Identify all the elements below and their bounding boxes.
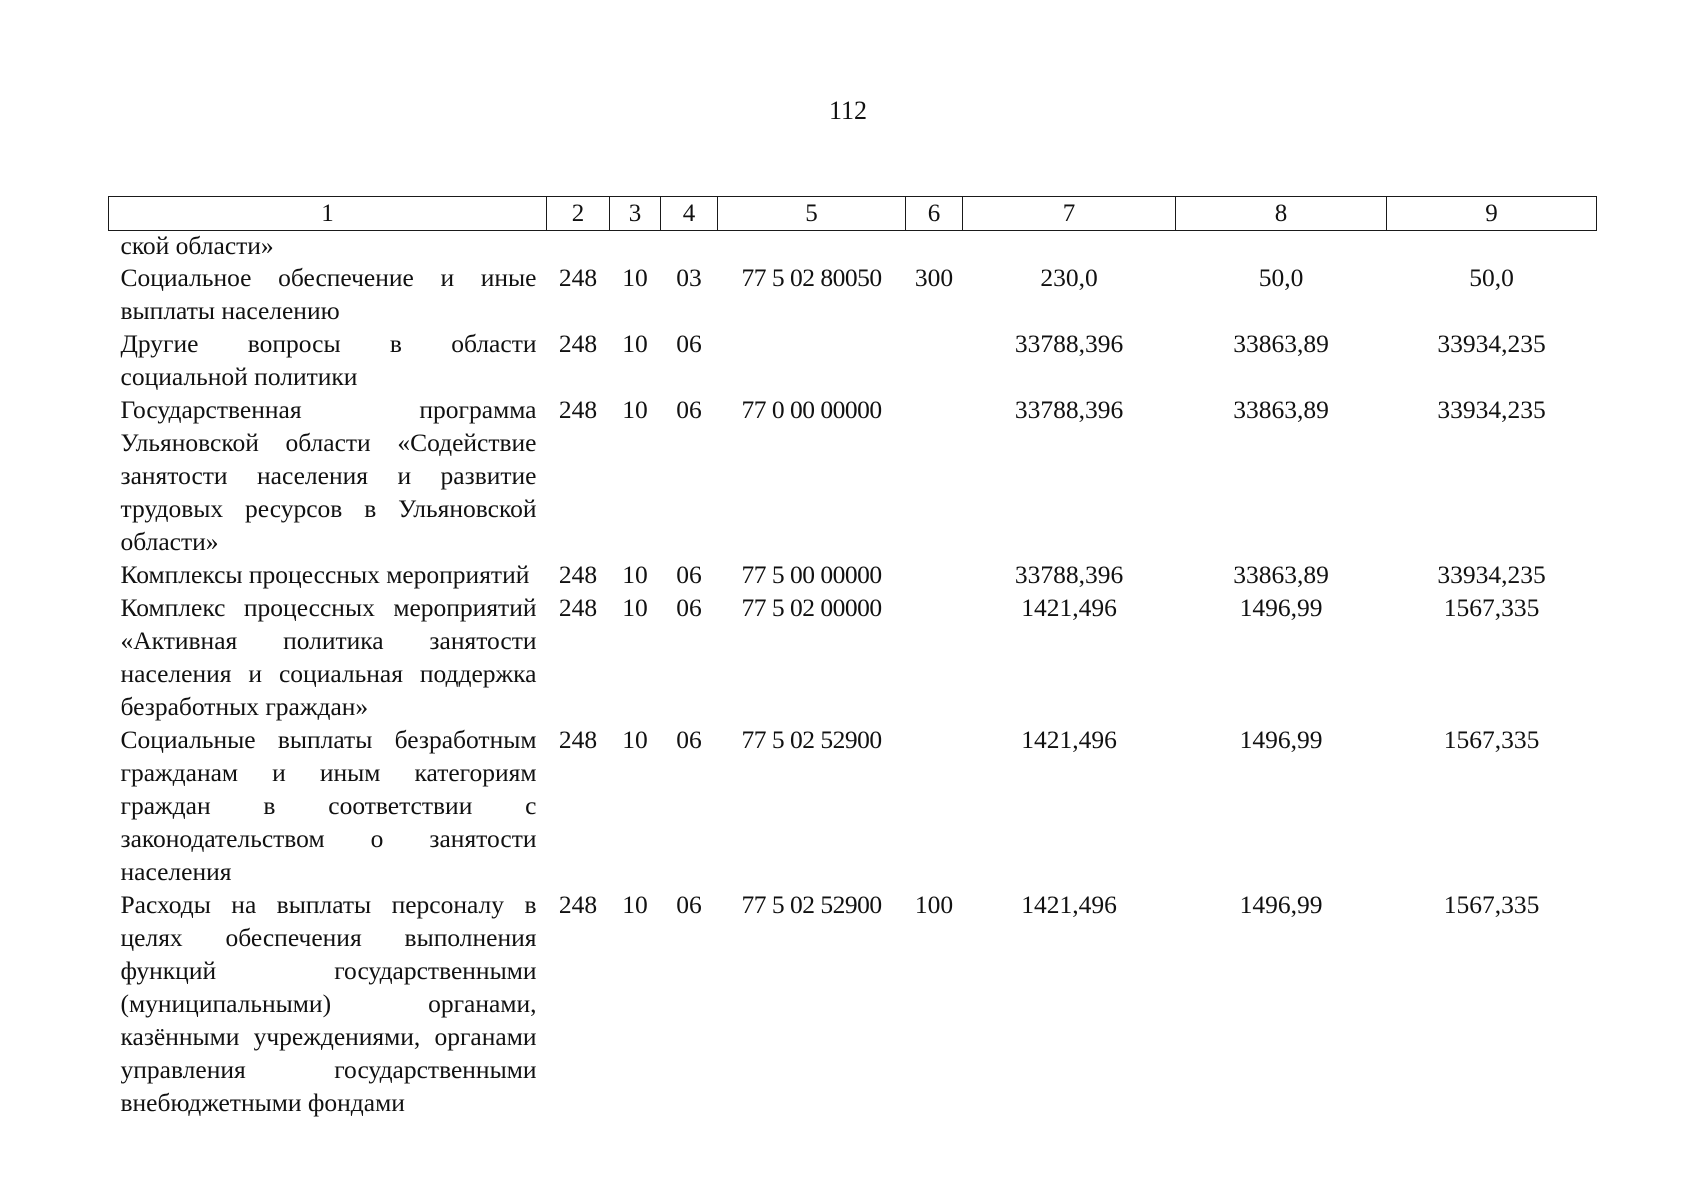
cell-ministry: 248 — [558, 560, 598, 589]
page-number-text: 112 — [828, 96, 868, 125]
table-row — [109, 393, 1597, 558]
cell-amount-2: 1496,99 — [1239, 890, 1323, 919]
cell-section: 10 — [622, 560, 648, 589]
cell-subsection: 06 — [676, 890, 702, 919]
cell-expense-type — [906, 723, 963, 888]
cell-section: 10 — [622, 725, 648, 754]
table-row — [109, 327, 1597, 393]
cell-section: 10 — [622, 593, 648, 622]
cell-amount-1 — [963, 231, 1176, 262]
cell-section — [610, 231, 661, 262]
cell-amount-3: 1567,335 — [1443, 725, 1540, 754]
cell-amount-1: 230,0 — [1040, 263, 1098, 292]
column-header-1: 1 — [109, 197, 547, 231]
cell-subsection: 06 — [676, 395, 702, 424]
budget-table — [108, 196, 1597, 1119]
cell-amount-3: 33934,235 — [1437, 329, 1546, 358]
cell-amount-1: 33788,396 — [1014, 560, 1124, 589]
table-row — [109, 558, 1597, 591]
cell-subsection: 03 — [676, 263, 702, 292]
row-name: Расходы на выплаты персоналу в целях обеспечения выполнения функций государственными (муниципальными) органами, казёнными учреждениями, органами управления государственными внебюджетными фондами — [120, 890, 537, 1117]
column-header-7: 7 — [963, 197, 1176, 231]
cell-amount-2: 33863,89 — [1233, 395, 1329, 424]
cell-amount-1: 1421,496 — [1021, 890, 1117, 919]
cell-amount-2: 50,0 — [1258, 263, 1304, 292]
column-header-4: 4 — [661, 197, 718, 231]
row-name: Социальное обеспечение и иные выплаты населению — [120, 263, 537, 325]
column-header-8: 8 — [1176, 197, 1387, 231]
cell-amount-3: 1567,335 — [1443, 593, 1540, 622]
column-header-6: 6 — [906, 197, 963, 231]
cell-target-article: 77 5 02 52900 — [741, 725, 882, 754]
cell-amount-1: 33788,396 — [1014, 395, 1124, 424]
cell-amount-1: 1421,496 — [1021, 593, 1117, 622]
cell-amount-1: 33788,396 — [1014, 329, 1124, 358]
table-header — [109, 197, 1597, 231]
cell-ministry: 248 — [558, 263, 598, 292]
cell-expense-type: 100 — [914, 890, 954, 919]
cell-subsection: 06 — [676, 593, 702, 622]
cell-target-article — [718, 327, 906, 393]
cell-expense-type — [906, 327, 963, 393]
cell-section: 10 — [622, 329, 648, 358]
cell-target-article: 77 5 00 00000 — [741, 560, 882, 589]
cell-ministry — [547, 231, 610, 262]
cell-ministry: 248 — [558, 329, 598, 358]
cell-subsection — [661, 231, 718, 262]
cell-section: 10 — [622, 395, 648, 424]
column-header-9: 9 — [1387, 197, 1597, 231]
table-body — [109, 231, 1597, 1120]
cell-amount-3: 1567,335 — [1443, 890, 1540, 919]
row-name: Государственная программа Ульяновской области «Содействие занятости населения и развитие трудовых ресурсов в Ульяновской области» — [120, 395, 537, 556]
cell-amount-2: 1496,99 — [1239, 725, 1323, 754]
cell-subsection: 06 — [676, 560, 702, 589]
table-row — [109, 591, 1597, 723]
cell-subsection: 06 — [676, 329, 702, 358]
column-header-5: 5 — [718, 197, 906, 231]
header-row — [109, 197, 1597, 231]
table-row — [109, 888, 1597, 1119]
row-name: Комплекс процессных мероприятий «Активная политика занятости населения и социальная поддержка безработных граждан» — [120, 593, 537, 721]
column-header-2: 2 — [547, 197, 610, 231]
cell-amount-3: 50,0 — [1469, 263, 1514, 292]
cell-amount-2 — [1176, 231, 1387, 262]
cell-target-article — [718, 231, 906, 262]
row-name: Социальные выплаты безработным гражданам и иным категориям граждан в соответствии с законодательством о занятости населения — [120, 725, 537, 886]
cell-amount-3 — [1387, 231, 1597, 262]
row-name: ской области» — [120, 231, 274, 260]
table-row — [109, 261, 1597, 327]
column-header-3: 3 — [610, 197, 661, 231]
cell-amount-2: 33863,89 — [1233, 329, 1329, 358]
cell-expense-type — [906, 231, 963, 262]
table-row — [109, 231, 1597, 262]
row-name: Комплексы процессных мероприятий — [120, 560, 530, 589]
cell-expense-type — [906, 591, 963, 723]
cell-target-article: 77 0 00 00000 — [741, 395, 882, 424]
page-number — [0, 96, 1696, 126]
cell-expense-type — [906, 558, 963, 591]
cell-amount-3: 33934,235 — [1437, 395, 1546, 424]
cell-ministry: 248 — [558, 593, 598, 622]
cell-target-article: 77 5 02 00000 — [741, 593, 882, 622]
cell-expense-type: 300 — [914, 263, 954, 292]
cell-amount-2: 1496,99 — [1239, 593, 1323, 622]
cell-target-article: 77 5 02 52900 — [741, 890, 882, 919]
cell-amount-3: 33934,235 — [1437, 560, 1546, 589]
table-row — [109, 723, 1597, 888]
cell-section: 10 — [622, 263, 648, 292]
cell-target-article: 77 5 02 80050 — [741, 263, 882, 292]
cell-subsection: 06 — [676, 725, 702, 754]
cell-ministry: 248 — [558, 725, 598, 754]
cell-ministry: 248 — [558, 890, 598, 919]
row-name: Другие вопросы в области социальной политики — [120, 329, 537, 391]
cell-amount-2: 33863,89 — [1233, 560, 1329, 589]
cell-ministry: 248 — [558, 395, 598, 424]
cell-section: 10 — [622, 890, 648, 919]
cell-expense-type — [906, 393, 963, 558]
cell-amount-1: 1421,496 — [1021, 725, 1117, 754]
